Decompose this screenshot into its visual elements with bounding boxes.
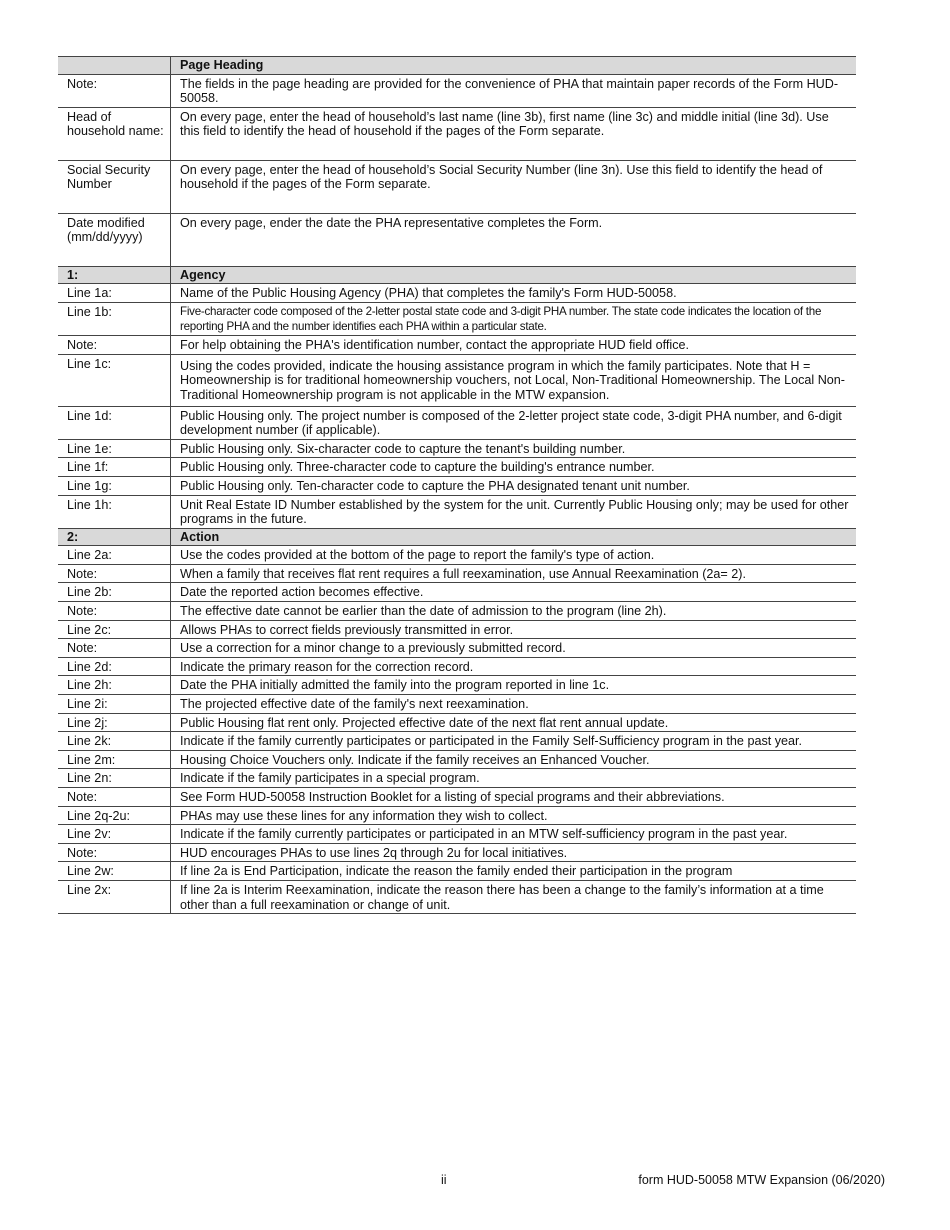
line-label: Note: [58,843,171,862]
line-label: Line 2m: [58,750,171,769]
section-number [58,57,171,75]
instruction-row [58,806,856,825]
instruction-row [58,302,856,335]
instruction-row [58,213,856,266]
section-number: 1: [58,266,171,284]
line-description: Indicate if the family currently participates or participated in an MTW self-sufficiency program in the past year. [171,825,857,844]
line-description: Five-character code composed of the 2-letter postal state code and 3-digit PHA number. The state code indicates the location of the reporting PHA and the number identifies each PHA within a particular state. [171,302,857,335]
line-label: Line 1e: [58,439,171,458]
instruction-row [58,862,856,881]
line-description: Housing Choice Vouchers only. Indicate if the family receives an Enhanced Voucher. [171,750,857,769]
line-label: Line 2h: [58,676,171,695]
line-description: For help obtaining the PHA's identification number, contact the appropriate HUD field office. [171,336,857,355]
line-description: The fields in the page heading are provided for the convenience of PHA that maintain paper records of the Form HUD-50058. [171,74,857,107]
line-description: Date the PHA initially admitted the family into the program reported in line 1c. [171,676,857,695]
line-description: When a family that receives flat rent requires a full reexamination, use Annual Reexamination (2a= 2). [171,564,857,583]
instruction-row [58,732,856,751]
line-description: See Form HUD-50058 Instruction Booklet for a listing of special programs and their abbreviations. [171,788,857,807]
instruction-row [58,160,856,213]
line-label: Line 2k: [58,732,171,751]
line-label: Note: [58,74,171,107]
instruction-row [58,657,856,676]
line-label: Note: [58,788,171,807]
line-label: Note: [58,639,171,658]
line-description: Public Housing only. Three-character code to capture the building's entrance number. [171,458,857,477]
line-label: Line 2a: [58,546,171,565]
instruction-row [58,620,856,639]
instruction-row [58,74,856,107]
line-label: Line 2j: [58,713,171,732]
line-label: Line 2x: [58,880,171,913]
line-label: Line 1h: [58,495,171,528]
line-label: Note: [58,602,171,621]
line-label: Date modified (mm/dd/yyyy) [58,213,171,266]
form-identifier: form HUD-50058 MTW Expansion (06/2020) [638,1173,885,1187]
line-label: Note: [58,564,171,583]
instruction-row [58,583,856,602]
instruction-row [58,476,856,495]
line-label: Note: [58,336,171,355]
section-heading-row [58,528,856,546]
section-number: 2: [58,528,171,546]
line-label: Line 2w: [58,862,171,881]
line-description: Unit Real Estate ID Number established by the system for the unit. Currently Public Housing only; may be used for other programs in the future. [171,495,857,528]
instruction-row [58,602,856,621]
instruction-row [58,406,856,439]
line-label: Line 1a: [58,284,171,303]
line-description: Date the reported action becomes effective. [171,583,857,602]
line-label: Line 2c: [58,620,171,639]
section-title: Action [171,528,857,546]
line-description: If line 2a is End Participation, indicate the reason the family ended their participation in the program [171,862,857,881]
line-label: Line 1d: [58,406,171,439]
instruction-row [58,695,856,714]
section-title: Agency [171,266,857,284]
instruction-row [58,769,856,788]
section-title: Page Heading [171,57,857,75]
instruction-row [58,825,856,844]
instruction-row [58,788,856,807]
line-description: Allows PHAs to correct fields previously transmitted in error. [171,620,857,639]
line-label: Social Security Number [58,160,171,213]
instruction-row [58,843,856,862]
line-label: Line 2v: [58,825,171,844]
instruction-row [58,107,856,160]
instruction-row [58,639,856,658]
instruction-row [58,354,856,406]
line-description: Indicate if the family participates in a special program. [171,769,857,788]
instruction-row [58,284,856,303]
instruction-row [58,458,856,477]
line-description: Name of the Public Housing Agency (PHA) that completes the family's Form HUD-50058. [171,284,857,303]
instruction-row [58,564,856,583]
line-description: Public Housing flat rent only. Projected effective date of the next flat rent annual update. [171,713,857,732]
instruction-row [58,336,856,355]
line-label: Line 2d: [58,657,171,676]
instruction-row [58,546,856,565]
page-number: ii [441,1173,447,1187]
line-description: Indicate if the family currently participates or participated in the Family Self-Sufficiency program in the past year. [171,732,857,751]
line-label: Line 1b: [58,302,171,335]
line-description: The effective date cannot be earlier than the date of admission to the program (line 2h). [171,602,857,621]
line-description: The projected effective date of the family's next reexamination. [171,695,857,714]
line-label: Line 1g: [58,476,171,495]
line-description: On every page, ender the date the PHA representative completes the Form. [171,213,857,266]
line-label: Line 1c: [58,354,171,406]
line-description: Indicate the primary reason for the correction record. [171,657,857,676]
line-label: Line 2i: [58,695,171,714]
instruction-table [58,56,856,914]
instruction-row [58,880,856,913]
line-description: Public Housing only. The project number is composed of the 2-letter project state code, 3-digit PHA number, and 6-digit development number (if applicable). [171,406,857,439]
instruction-row [58,750,856,769]
line-description: Use the codes provided at the bottom of the page to report the family's type of action. [171,546,857,565]
instruction-row [58,676,856,695]
line-description: Using the codes provided, indicate the housing assistance program in which the family participates. Note that H = Homeownership is for traditional homeownership vouchers, not Local, Non-Traditional Homeownership. The Local Non-Traditional Homeownership program is not applicable in the MTW expansion. [171,354,857,406]
line-description: On every page, enter the head of household’s last name (line 3b), first name (line 3c) and middle initial (line 3d). Use this field to identify the head of household if the pages of the Form separate. [171,107,857,160]
section-heading-row [58,266,856,284]
section-heading-row [58,57,856,75]
line-description: Public Housing only. Six-character code to capture the tenant's building number. [171,439,857,458]
line-label: Line 2n: [58,769,171,788]
instruction-row [58,439,856,458]
line-description: PHAs may use these lines for any information they wish to collect. [171,806,857,825]
line-description: Public Housing only. Ten-character code to capture the PHA designated tenant unit number. [171,476,857,495]
line-label: Line 1f: [58,458,171,477]
line-description: HUD encourages PHAs to use lines 2q through 2u for local initiatives. [171,843,857,862]
instruction-row [58,495,856,528]
line-label: Line 2q-2u: [58,806,171,825]
line-label: Line 2b: [58,583,171,602]
line-description: Use a correction for a minor change to a previously submitted record. [171,639,857,658]
line-description: If line 2a is Interim Reexamination, indicate the reason there has been a change to the family’s information at a time other than a full reexamination or change of unit. [171,880,857,913]
line-description: On every page, enter the head of household’s Social Security Number (line 3n). Use this field to identify the head of household if the pages of the Form separate. [171,160,857,213]
line-label: Head of household name: [58,107,171,160]
instruction-row [58,713,856,732]
